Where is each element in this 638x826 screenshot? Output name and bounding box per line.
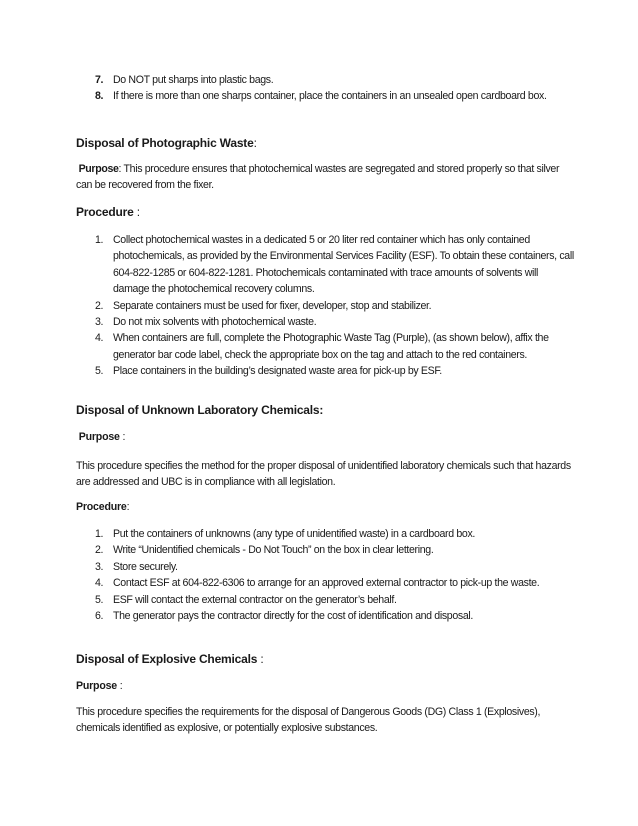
list-item: 2. Write “Unidentified chemicals - Do Not Touch” on the box in clear lettering. <box>95 544 434 557</box>
list-number: 8. <box>95 90 104 103</box>
list-item: 6. The generator pays the contractor directly for the cost of identification and disposal. <box>95 610 473 623</box>
list-item <box>76 88 576 104</box>
list-item <box>76 72 576 88</box>
photo-procedure-heading: Procedure : <box>76 205 140 219</box>
list-item: 5. Place containers in the building’s designated waste area for pick-up by ESF. <box>95 365 442 378</box>
unknown-purpose-heading: Purpose : <box>78 431 126 443</box>
photo-purpose: Purpose: This procedure ensures that photochemical wastes are segregated and stored properly so that silver can be recovered from the fixer. <box>76 163 560 192</box>
list-item: 2. Separate containers must be used for fixer, developer, stop and stabilizer. <box>95 299 432 312</box>
photo-procedure-list <box>76 232 576 380</box>
explosive-purpose-text: This procedure specifies the requirements for the disposal of Dangerous Goods (DG) Class 1 (Explosives), chemicals identified as explosive, or potentially explosive substances. <box>76 706 541 735</box>
sharps-list <box>76 72 576 105</box>
list-number: 7. <box>95 74 104 86</box>
explosive-heading: Disposal of Explosive Chemicals : <box>76 652 264 666</box>
list-item: 1. Collect photochemical wastes in a dedicated 5 or 20 liter red container which has only contained photochemicals, as provided by the Environmental Services Facility (ESF). To obtain these containers, call 604-822-1285 or 604-822-1281. Photochemicals contaminated with trace amounts of solvents will damage the photochemical recovery columns. <box>95 234 574 296</box>
explosive-purpose-heading: Purpose : <box>76 680 123 692</box>
list-text: If there is more than one sharps container, place the containers in an unsealed open cardboard box. <box>113 90 547 103</box>
list-item: 5. ESF will contact the external contractor on the generator’s behalf. <box>95 593 397 606</box>
unknown-procedure-heading: Procedure: <box>76 501 130 513</box>
list-item: 4. When containers are full, complete the Photographic Waste Tag (Purple), (as shown below), affix the generator bar code label, check the appropriate box on the tag and attach to the red containers. <box>95 332 549 361</box>
photo-heading: Disposal of Photographic Waste: <box>76 136 257 150</box>
unknown-heading: Disposal of Unknown Laboratory Chemicals: <box>76 403 324 417</box>
unknown-procedure-list <box>76 526 576 624</box>
list-item: 1. Put the containers of unknowns (any type of unidentified waste) in a cardboard box. <box>95 528 475 540</box>
list-item: 3. Do not mix solvents with photochemical waste. <box>95 316 317 329</box>
unknown-purpose-text: This procedure specifies the method for the proper disposal of unidentified laboratory chemicals such that hazards are addressed and UBC is in compliance with all legislation. <box>76 460 571 489</box>
list-item: 3. Store securely. <box>95 560 178 573</box>
list-item: 4. Contact ESF at 604-822-6306 to arrange for an approved external contractor to pick-up the waste. <box>95 577 540 590</box>
list-text: Do NOT put sharps into plastic bags. <box>113 74 274 86</box>
